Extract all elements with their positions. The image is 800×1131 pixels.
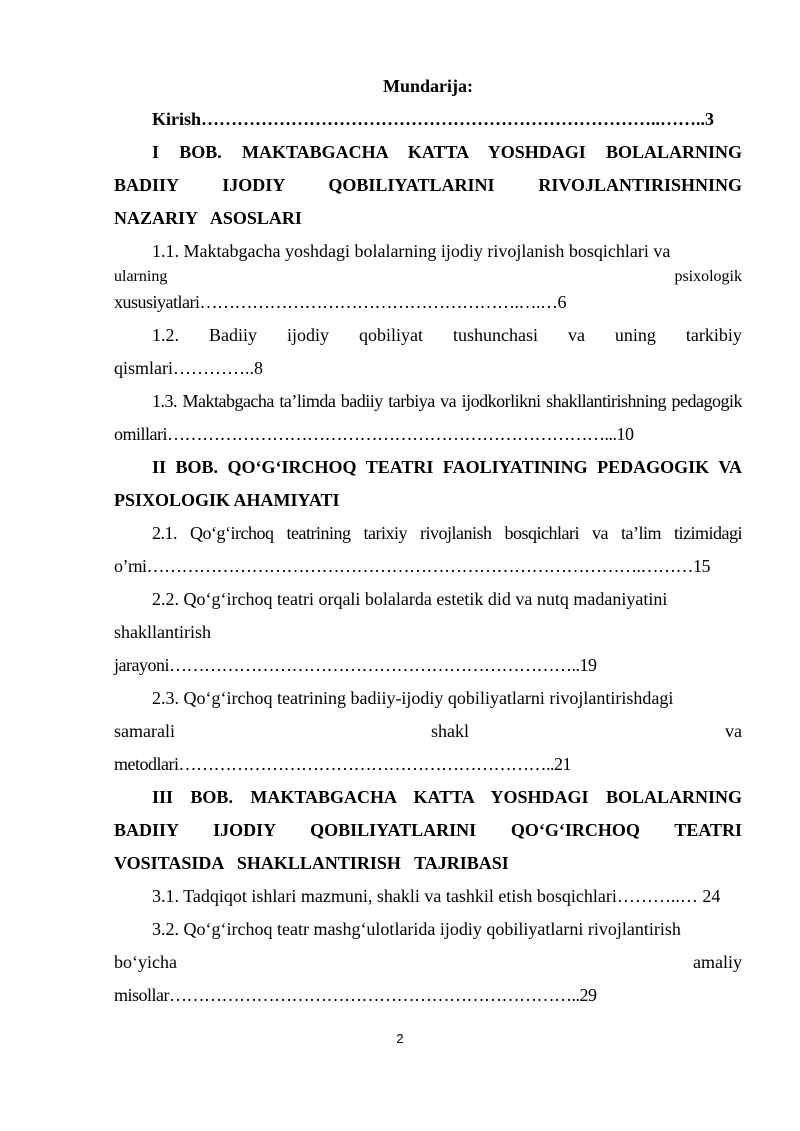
toc-word: 1.2. xyxy=(152,325,179,345)
toc-entry-3-2 xyxy=(114,913,742,1012)
toc-word: Badiiy xyxy=(208,325,257,345)
toc-word: ularning xyxy=(114,268,168,285)
toc-word: va xyxy=(724,721,742,741)
toc-entry-3-1: 3.1. Tadqiqot ishlari mazmuni, shakli va tashkil etish bosqichlari………..… 24 xyxy=(152,886,721,906)
toc-entry-2-2-line3: jarayoni……………………………………………………………..19 xyxy=(114,655,597,675)
toc-entry-1-2 xyxy=(114,319,742,385)
toc-entry-3-2-line2 xyxy=(114,946,742,979)
toc-entry-2-3 xyxy=(114,682,742,781)
toc-entry-2-2 xyxy=(114,583,742,682)
toc-word: bo‘yicha xyxy=(114,952,177,972)
toc-entry-2-1: 2.1. Qo‘g‘irchoq teatrining tarixiy rivojlanish bosqichlari va ta’lim tizimidagi o’rni………………………………………………………………………….………15 xyxy=(114,523,742,576)
page-number: 2 xyxy=(396,1031,404,1046)
toc-entry-3-2-line1: 3.2. Qo‘g‘irchoq teatr mashg‘ulotlarida ijodiy qobiliyatlarni rivojlantirish xyxy=(152,919,681,939)
toc-word: amaliy xyxy=(693,952,742,972)
toc-entry-1-2-line1 xyxy=(114,319,742,352)
toc-entry-1-1-line1: 1.1. Maktabgacha yoshdagi bolalarning ijodiy rivojlanish bosqichlari va xyxy=(152,241,671,261)
toc-word: tarkibiy xyxy=(685,325,742,345)
toc-page xyxy=(114,70,742,1012)
toc-entry-2-3-line1: 2.3. Qo‘g‘irchoq teatrining badiiy-ijodiy qobiliyatlarni rivojlantirishdagi xyxy=(152,688,674,708)
toc-entry-1-2-line2: qismlari…………..8 xyxy=(114,358,263,378)
toc-entry-1-3: 1.3. Maktabgacha ta’limda badiiy tarbiya va ijodkorlikni shakllantirishning pedagogik omillari…………………………………………………………………...10 xyxy=(114,391,742,444)
toc-entry-1-1-line3: xususiyatlari……………………………………………….….…6 xyxy=(114,292,566,312)
toc-chapter-2: II BOB. QO‘G‘IRCHOQ TEATRI FAOLIYATINING PEDAGOGIK VA PSIXOLOGIK AHAMIYATI xyxy=(114,457,742,510)
toc-entry-1-1 xyxy=(114,235,742,319)
toc-word: shakl xyxy=(430,721,469,741)
toc-entry-intro: Kirish…………………………………………………………………..……..3 xyxy=(152,109,715,129)
toc-entry-2-2-line2: shakllantirish xyxy=(114,622,211,642)
toc-chapter-1: I BOB. MAKTABGACHA KATTA YOSHDAGI BOLALARNING BADIIY IJODIY QOBILIYATLARINI RIVOJLANTIRISHNING NAZARIY ASOSLARI xyxy=(114,142,742,228)
toc-word: samarali xyxy=(114,721,175,741)
toc-entry-3-2-line3: misollar……………………………………………………………..29 xyxy=(114,985,597,1005)
toc-word: qobiliyat xyxy=(358,325,423,345)
toc-chapter-3: III BOB. MAKTABGACHA KATTA YOSHDAGI BOLALARNING BADIIY IJODIY QOBILIYATLARINI QO‘G‘IRCHOQ TEATRI VOSITASIDA SHAKLLANTIRISH TAJRIBASI xyxy=(114,787,742,873)
toc-word: tushunchasi xyxy=(452,325,538,345)
toc-entry-1-1-line2 xyxy=(114,268,742,286)
toc-title: Mundarija: xyxy=(383,76,473,96)
toc-word: ijodiy xyxy=(286,325,329,345)
toc-entry-2-2-line1: 2.2. Qo‘g‘irchoq teatri orqali bolalarda estetik did va nutq madaniyatini xyxy=(152,589,668,609)
toc-word: uning xyxy=(614,325,656,345)
toc-word: va xyxy=(567,325,585,345)
toc-entry-2-3-line3: metodlari………………………………………………………..21 xyxy=(114,754,571,774)
toc-entry-2-3-line2 xyxy=(114,715,742,748)
toc-word: psixologik xyxy=(674,268,742,285)
